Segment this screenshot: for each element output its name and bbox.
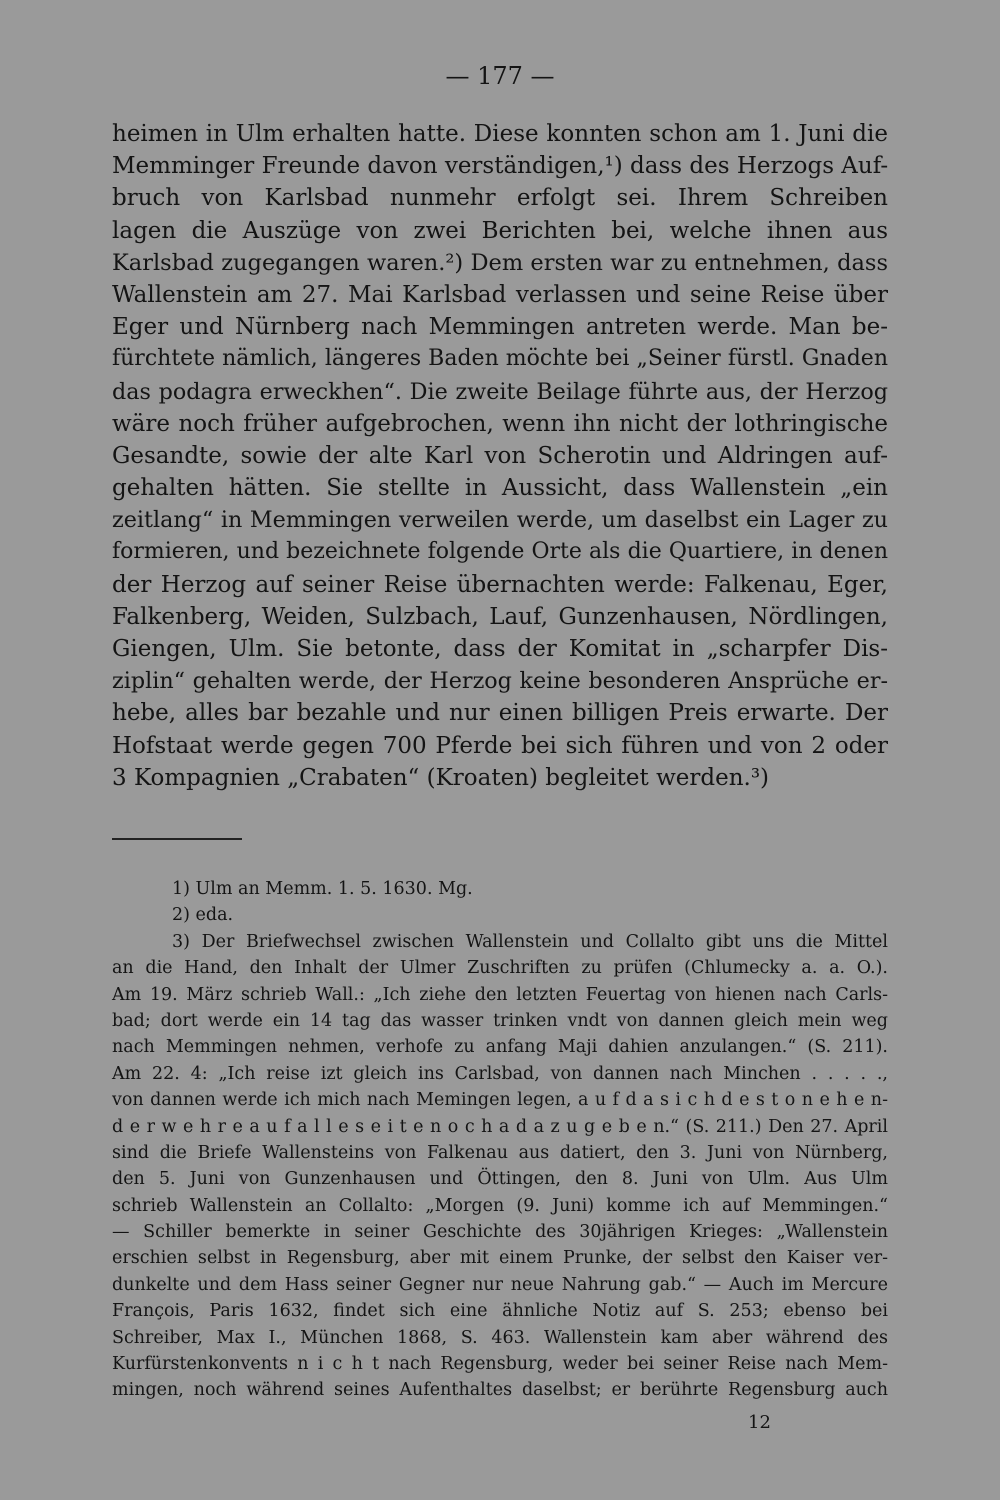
signature-mark: 12: [748, 1412, 771, 1433]
body-line: wäre noch früher aufgebrochen, wenn ihn nicht der lothringische: [112, 410, 888, 437]
body-line: Falkenberg, Weiden, Sulzbach, Lauf, Gunzenhausen, Nördlingen,: [112, 603, 888, 630]
body-line: zeitlang“ in Memmingen verweilen werde, um daselbst ein Lager zu: [112, 507, 888, 534]
body-line: ziplin“ gehalten werde, der Herzog keine besonderen Ansprüche er-: [112, 668, 888, 695]
footnote-line: Am 22. 4: „Ich reise izt gleich ins Carlsbad, von dannen nach Minchen . . . . .,: [112, 1063, 888, 1084]
page-number: — 177 —: [445, 62, 555, 90]
footnotes: [112, 876, 888, 1404]
footnote-line: François, Paris 1632, findet sich eine ähnliche Notiz auf S. 253; ebenso bei: [112, 1301, 888, 1322]
footnote-line: sind die Briefe Wallensteins von Falkenau aus datiert, den 3. Juni von Nürnberg,: [112, 1142, 888, 1163]
body-line: fürchtete nämlich, längeres Baden möchte bei „Seiner fürstl. Gnaden: [112, 346, 888, 372]
body-line: lagen die Auszüge von zwei Berichten bei, welche ihnen aus: [112, 217, 888, 244]
body-line: Eger und Nürnberg nach Memmingen antreten werde. Man be-: [112, 314, 888, 341]
footnote-line: — Schiller bemerkte in seiner Geschichte des 30jährigen Krieges: „Wallenstein: [112, 1222, 888, 1243]
body-line: das podagra erweckhen“. Die zweite Beilage führte aus, der Herzog: [112, 378, 888, 405]
footnote-line: 2) eda.: [172, 905, 234, 926]
footnote-line: mingen, noch während seines Aufenthaltes daselbst; er berührte Regensburg auch: [112, 1380, 888, 1401]
footnote-line: Schreiber, Max I., München 1868, S. 463. Wallenstein kam aber während des: [112, 1327, 888, 1348]
footnote-line: d e r w e h r e a u f a l l e s e i t e n o c h a d a z u g e b e n.“ (S. 211.) Den 27. April: [112, 1116, 888, 1137]
footnote-line: von dannen werde ich mich nach Memingen legen, a u f d a s i c h d e s t o n e h e n-: [112, 1090, 888, 1111]
body-line: Hofstaat werde gegen 700 Pferde bei sich führen und von 2 oder: [112, 732, 888, 759]
body-text: [112, 118, 888, 794]
body-line: Gesandte, sowie der alte Karl von Scherotin und Aldringen auf-: [112, 442, 888, 469]
body-line: 3 Kompagnien „Crabaten“ (Kroaten) begleitet werden.³): [112, 764, 770, 791]
footnote-line: Kurfürstenkonvents n i c h t nach Regensburg, weder bei seiner Reise nach Mem-: [112, 1354, 888, 1375]
body-line: heimen in Ulm erhalten hatte. Diese konnten schon am 1. Juni die: [112, 121, 888, 147]
body-line: bruch von Karlsbad nunmehr erfolgt sei. Ihrem Schreiben: [112, 185, 888, 212]
footnote-line: den 5. Juni von Gunzenhausen und Öttingen, den 8. Juni von Ulm. Aus Ulm: [112, 1169, 888, 1190]
body-line: gehalten hätten. Sie stellte in Aussicht, dass Wallenstein „ein: [112, 475, 888, 502]
body-line: formieren, und bezeichnete folgende Orte als die Quartiere, in denen: [112, 539, 888, 565]
body-line: Karlsbad zugegangen waren.²) Dem ersten war zu entnehmen, dass: [112, 249, 888, 276]
footnote-line: nach Memmingen nehmen, verhofe zu anfang Maji dahien anzulangen.“ (S. 211).: [112, 1037, 888, 1058]
footnote-line: Am 19. März schrieb Wall.: „Ich ziehe den letzten Feuertag von hienen nach Carls-: [112, 984, 888, 1005]
footnote-line: 3) Der Briefwechsel zwischen Wallenstein und Collalto gibt uns die Mittel: [172, 931, 888, 952]
footnote-line: an die Hand, den Inhalt der Ulmer Zuschriften zu prüfen (Chlumecky a. a. O.).: [112, 958, 888, 979]
body-line: Giengen, Ulm. Sie betonte, dass der Komitat in „scharpfer Dis-: [112, 636, 888, 662]
footnote-separator: [112, 838, 242, 840]
footnote-line: 1) Ulm an Memm. 1. 5. 1630. Mg.: [172, 879, 473, 899]
body-line: hebe, alles bar bezahle und nur einen billigen Preis erwarte. Der: [112, 700, 888, 727]
body-line: Memminger Freunde davon verständigen,¹) dass des Herzogs Auf-: [112, 153, 889, 180]
body-line: Wallenstein am 27. Mai Karlsbad verlassen und seine Reise über: [112, 281, 888, 308]
footnote-line: bad; dort werde ein 14 tag das wasser trinken vndt von dannen gleich mein weg: [112, 1010, 888, 1031]
body-line: der Herzog auf seiner Reise übernachten werde: Falkenau, Eger,: [112, 571, 888, 598]
footnote-line: dunkelte und dem Hass seiner Gegner nur neue Nahrung gab.“ — Auch im Mercure: [112, 1274, 888, 1295]
footnote-line: schrieb Wallenstein an Collalto: „Morgen (9. Juni) komme ich auf Memmingen.“: [112, 1195, 888, 1216]
footnote-line: erschien selbst in Regensburg, aber mit einem Prunke, der selbst den Kaiser ver-: [112, 1248, 888, 1269]
